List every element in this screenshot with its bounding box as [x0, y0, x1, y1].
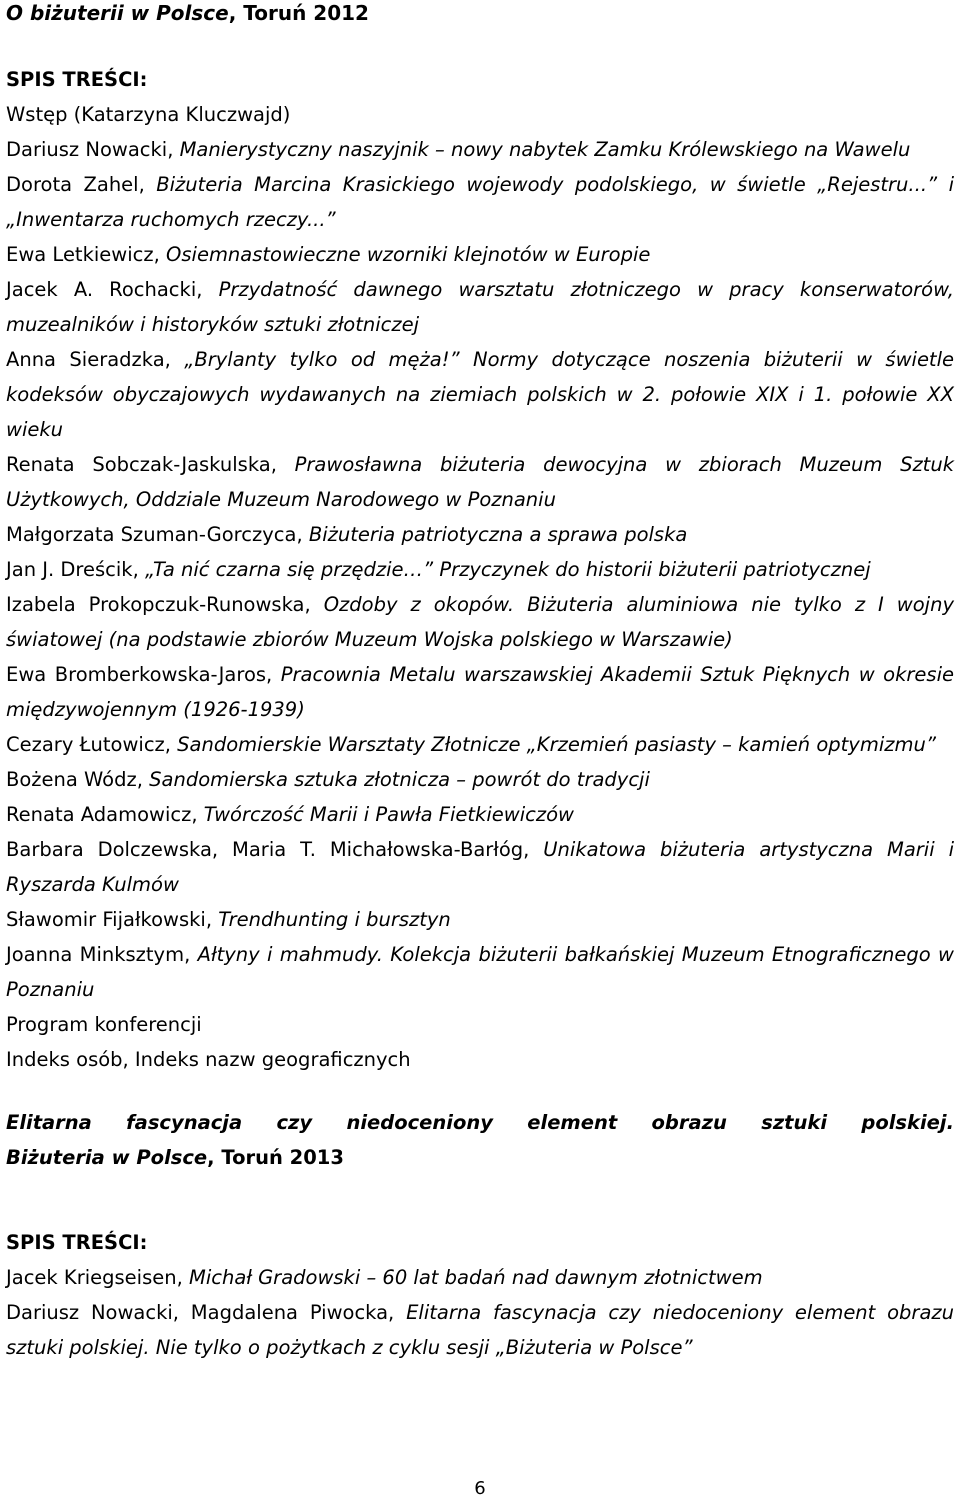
entry-author: Sławomir Fijałkowski, — [6, 908, 219, 931]
entry-title: Manierystyczny naszyjnik – nowy nabytek Zamku Królewskiego na Wawelu — [179, 138, 911, 161]
entry-author: Wstęp (Katarzyna Kluczwajd) — [6, 103, 291, 126]
entry-title: Sandomierska sztuka złotnicza – powrót do tradycji — [149, 768, 650, 791]
toc-entry — [6, 657, 954, 727]
entry-author: Anna Sieradzka, — [6, 348, 185, 371]
entry-author: Bożena Wódz, — [6, 768, 150, 791]
entry-title: Ozdoby z okopów. Biżuteria aluminiowa nie tylko z I wojny światowej (na podstawie zbiorów Muzeum Wojska polskiego w Warszawie) — [6, 593, 954, 651]
book-1-toc-list — [6, 97, 954, 1077]
entry-title: Twórczość Marii i Pawła Fietkiewiczów — [203, 803, 574, 826]
entry-author: Renata Sobczak-Jaskulska, — [6, 453, 295, 476]
entry-author: Jacek A. Rochacki, — [6, 278, 219, 301]
toc-entry — [6, 167, 954, 237]
book-2-title-line-2 — [6, 1140, 954, 1175]
book-2-title-italic: Biżuteria w Polsce — [6, 1146, 208, 1169]
entry-title: Ałtyny i mahmudy. Kolekcja biżuterii bałkańskiej Muzeum Etnograficznego w Poznaniu — [6, 943, 954, 1001]
entry-author: Jacek Kriegseisen, — [6, 1266, 189, 1289]
toc-entry — [6, 132, 954, 167]
entry-author: Ewa Letkiewicz, — [6, 243, 167, 266]
entry-author: Cezary Łutowicz, — [6, 733, 178, 756]
book-1-toc-heading: SPIS TREŚCI: — [6, 68, 148, 91]
entry-author: Ewa Bromberkowska-Jaros, — [6, 663, 281, 686]
entry-title: Michał Gradowski – 60 lat badań nad dawnym złotnictwem — [189, 1266, 763, 1289]
entry-title: Prawosławna biżuteria dewocyjna w zbiorach Muzeum Sztuk Użytkowych, Oddziale Muzeum Narodowego w Poznaniu — [6, 453, 954, 511]
book-1-title — [6, 0, 954, 26]
toc-entry — [6, 1042, 954, 1077]
entry-title: Trendhunting i bursztyn — [218, 908, 451, 931]
book-1-title-rest: , Toruń 2012 — [228, 1, 369, 25]
toc-entry — [6, 1295, 954, 1365]
toc-entry — [6, 762, 954, 797]
entry-author: Dorota Zahel, — [6, 173, 157, 196]
book-2-toc-list — [6, 1260, 954, 1365]
entry-title: Elitarna fascynacja czy niedoceniony element obrazu sztuki polskiej. Nie tylko o pożytkach z cyklu sesji „Biżuteria w Polsce” — [6, 1301, 954, 1359]
toc-entry — [6, 272, 954, 342]
book-2-title-line-1: Elitarna fascynacja czy niedoceniony element obrazu sztuki polskiej. — [6, 1111, 954, 1134]
entry-author: Program konferencji — [6, 1013, 202, 1036]
toc-entry — [6, 587, 954, 657]
entry-author: Joanna Minksztym, — [6, 943, 198, 966]
toc-entry — [6, 447, 954, 517]
entry-author: Indeks osób, Indeks nazw geograficznych — [6, 1048, 411, 1071]
toc-entry — [6, 97, 954, 132]
toc-entry — [6, 1007, 954, 1042]
toc-entry — [6, 342, 954, 447]
toc-entry — [6, 727, 954, 762]
toc-entry — [6, 832, 954, 902]
document-page — [6, 0, 954, 1365]
entry-author: Małgorzata Szuman-Gorczyca, — [6, 523, 309, 546]
entry-title: Biżuteria Marcina Krasickiego wojewody podolskiego, w świetle „Rejestru...” i „Inwentarza ruchomych rzeczy...” — [6, 173, 954, 231]
book-2-title-rest: , Toruń 2013 — [207, 1146, 344, 1169]
toc-entry — [6, 552, 954, 587]
toc-entry — [6, 937, 954, 1007]
entry-title: Osiemnastowieczne wzorniki klejnotów w Europie — [166, 243, 651, 266]
entry-title: Unikatowa biżuteria artystyczna Marii i Ryszarda Kulmów — [6, 838, 954, 896]
entry-author: Renata Adamowicz, — [6, 803, 204, 826]
entry-author: Jan J. Dreścik, — [6, 558, 145, 581]
entry-title: Przydatność dawnego warsztatu złotniczego w pracy konserwatorów, muzealników i historyków sztuki złotniczej — [6, 278, 954, 336]
toc-entry — [6, 797, 954, 832]
entry-title: Biżuteria patriotyczna a sprawa polska — [308, 523, 688, 546]
entry-title: „Ta nić czarna się przędzie…” Przyczynek do historii biżuterii patriotycznej — [145, 558, 871, 581]
entry-title: Sandomierskie Warsztaty Złotnicze „Krzemień pasiasty – kamień optymizmu” — [177, 733, 936, 756]
entry-author: Dariusz Nowacki, Magdalena Piwocka, — [6, 1301, 407, 1324]
entry-author: Dariusz Nowacki, — [6, 138, 180, 161]
entry-author: Izabela Prokopczuk-Runowska, — [6, 593, 324, 616]
entry-author: Barbara Dolczewska, Maria T. Michałowska-Barłóg, — [6, 838, 544, 861]
entry-title: Pracownia Metalu warszawskiej Akademii Sztuk Pięknych w okresie międzywojennym (1926-1939) — [6, 663, 954, 721]
entry-title: „Brylanty tylko od męża!” Normy dotyczące noszenia biżuterii w świetle kodeksów obyczajowych wydawanych na ziemiach polskich w 2. połowie XIX i 1. połowie XX wieku — [6, 348, 954, 441]
toc-entry — [6, 517, 954, 552]
page-number: 6 — [474, 1478, 486, 1499]
toc-entry — [6, 902, 954, 937]
toc-entry — [6, 237, 954, 272]
book-2-toc-heading: SPIS TREŚCI: — [6, 1231, 148, 1254]
toc-entry — [6, 1260, 954, 1295]
book-1-title-italic: O biżuterii w Polsce — [6, 1, 229, 25]
